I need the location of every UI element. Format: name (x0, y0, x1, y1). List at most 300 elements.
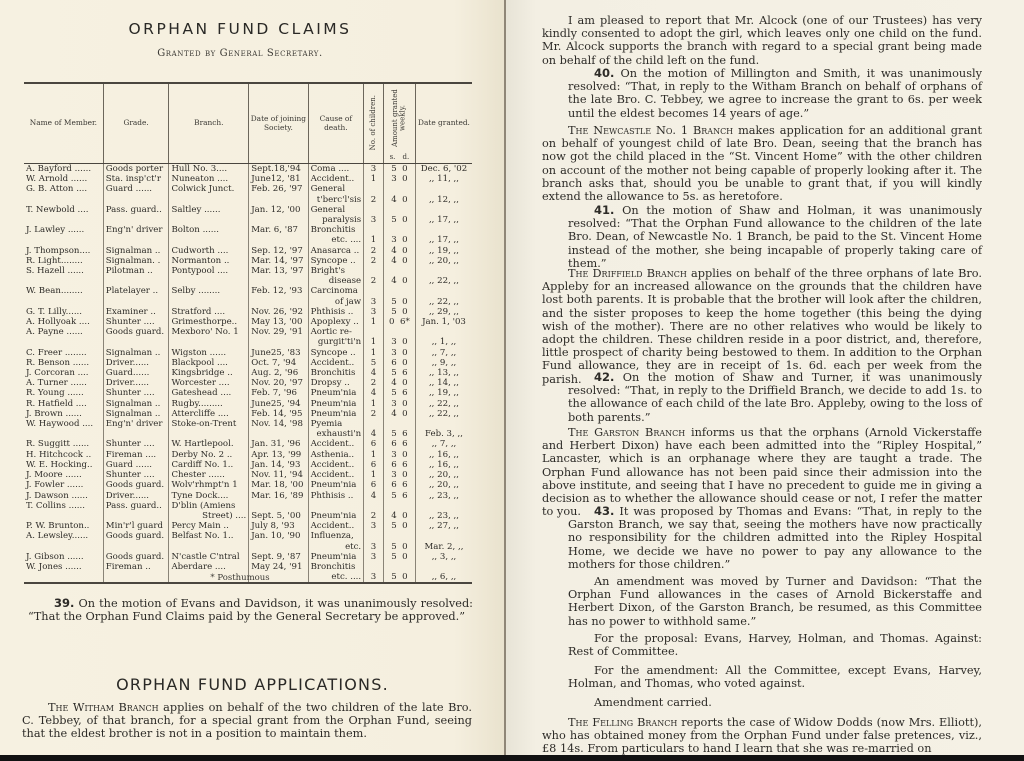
branch: Gateshead .... (169, 388, 249, 398)
cause-of-death: Apoplexy .. (308, 317, 364, 327)
cause-of-death-continued: exhausti'n (308, 429, 364, 439)
member-name: R. Light........ (24, 256, 103, 266)
cause-of-death: Influenza, (308, 531, 364, 541)
date-joined: July 8, '93 (249, 521, 308, 531)
date-joined: Sep. 12, '97 (249, 246, 308, 256)
date-joined: Mar. 6, '87 (249, 225, 308, 235)
children-count: 6 (364, 439, 384, 449)
amount-shillings: 3 (391, 347, 397, 358)
cause-of-death: Pneum'nia (308, 388, 364, 398)
branch: Derby No. 2 .. (169, 450, 249, 460)
children-count: 1 (364, 348, 384, 358)
grade: Signalman .. (103, 348, 169, 358)
amendment-paragraph: An amendment was moved by Turner and Davidson: “That the Orphan Fund allowances in the cases of Arnold Bickerstaffe and Herbert Dixon, of the Garston Branch, be resumed, as this Committee has no power to withhold same.” (568, 575, 982, 628)
amount-shillings: 5 (391, 521, 397, 532)
member-name: G. B. Atton .... (24, 184, 103, 194)
member-name: A. Lewsley...... (24, 531, 103, 541)
amount-weekly (383, 491, 415, 501)
grade: Eng'n' driver (103, 419, 169, 429)
date-granted: ,, 23, ,, (428, 490, 460, 501)
amount-pence: 0 (402, 164, 408, 174)
amount-shillings: 5 (391, 541, 397, 552)
branch: Chester ...... (169, 470, 249, 480)
date-granted: Dec. 6, '02 (420, 164, 468, 174)
right-page (505, 0, 1024, 755)
amount-shillings: 4 (391, 255, 397, 266)
table-row (24, 470, 472, 480)
member-name: W. Haywood .... (24, 419, 103, 429)
amount-weekly (383, 174, 415, 184)
grade: Signalman .. (103, 246, 169, 256)
cause-of-death: General (308, 184, 364, 194)
branch: Cardiff No. 1.. (169, 460, 249, 470)
children-count: 4 (364, 388, 384, 398)
amount-weekly (383, 521, 415, 531)
member-name: W. E. Hocking.. (24, 460, 103, 470)
table-row-continuation (24, 542, 472, 552)
children-count: 5 (364, 358, 384, 368)
grade: Shunter .... (103, 317, 169, 327)
amount-pence: 0 (402, 510, 408, 521)
children-count: 6 (364, 480, 384, 490)
table-row (24, 450, 472, 460)
amount-pence: 0 (402, 470, 408, 481)
amendment-carried: Amendment carried. (594, 696, 712, 709)
member-name: J. Lawley ...... (24, 225, 103, 235)
branch: N'castle C'ntral (169, 552, 249, 562)
date-joined: May 24, '91 (249, 562, 308, 572)
amount-shillings: 3 (391, 235, 397, 246)
amount-shillings: 5 (391, 388, 397, 399)
amount-weekly (383, 542, 415, 552)
cause-of-death: Carcinoma (308, 286, 364, 296)
date-granted: ,, 17, ,, (428, 215, 460, 226)
amount-pence: 0 (402, 306, 408, 317)
cause-of-death-continued: of jaw (308, 297, 364, 307)
children-count: 2 (364, 246, 384, 256)
table-row (24, 317, 472, 327)
book-gutter (504, 0, 506, 755)
amount-weekly (383, 378, 415, 388)
cause-of-death: Accident.. (308, 439, 364, 449)
amount-weekly (383, 215, 415, 225)
amount-weekly (383, 399, 415, 409)
amount-shillings: 3 (391, 337, 397, 348)
amount-weekly (383, 552, 415, 562)
date-joined: Sept. 9, '87 (249, 552, 308, 562)
member-name: J. Fowler ...... (24, 480, 103, 490)
amount-weekly (383, 439, 415, 449)
date-joined: Nov. 14, '98 (249, 419, 308, 429)
col-name: Name of Member. (24, 83, 103, 164)
cause-of-death: General (308, 205, 364, 215)
branch: Hull No. 3.... (169, 164, 249, 175)
grade: Goods guard. (103, 327, 169, 337)
grade: Shunter .... (103, 388, 169, 398)
date-granted: ,, 9, ,, (431, 357, 457, 368)
member-name: R. Benson ...... (24, 358, 103, 368)
member-name: J. Gibson ...... (24, 552, 103, 562)
grade: Platelayer .. (103, 286, 169, 296)
left-page (0, 0, 505, 755)
amount-pence: 0 (402, 347, 408, 358)
table-row (24, 307, 472, 317)
driffield-branch-paragraph: The Driffield Branch applies on behalf of the three orphans of late Bro. Appleby for an increased allowance on the grounds that the children have lost both parents. It is probable that the brother will look after the children, and the sister proposes to keep the home together (this being the dying wish of the mother). There are no other relatives who would be likely to adopt the children. These children reside in a poor district, and, therefore, little prospect of charity being bestowed to them. In addition to the Orphan Fund allowance, they are in receipt of 1s. 6d. each per week from the parish. (542, 267, 983, 386)
resolution-42: 42. On the motion of Shaw and Turner, it was unanimously resolved: “That, in reply to the Driffield Branch, we decide to add 1s. to the allowance of each child of the late Bro. Appleby, owing to the loss of both parents.” (568, 370, 982, 424)
date-joined: June25, '83 (249, 348, 308, 358)
amount-weekly (383, 256, 415, 266)
cause-of-death: Pneum'nia (308, 480, 364, 490)
table-row-continuation (24, 511, 472, 521)
table-row (24, 164, 472, 175)
children-count: 2 (364, 409, 384, 419)
member-name: C. Freer ........ (24, 348, 103, 358)
cause-of-death-continued: etc. .... (308, 235, 364, 245)
amount-pence: 0 (402, 235, 408, 246)
date-joined: June12, '81 (249, 174, 308, 184)
table-row (24, 460, 472, 470)
branch: Worcester .... (169, 378, 249, 388)
amount-shillings: 4 (391, 378, 397, 389)
date-granted: ,, 22, ,, (428, 398, 460, 409)
resolution-40: 40. On the motion of Millington and Smith, it was unanimously resolved: “That, in reply to the Witham Branch on behalf of orphans of the late Bro. C. Tebbey, we agree to increase the grant to 6s. per week until the eldest becomes 14 years of age.” (568, 66, 982, 120)
felling-branch-paragraph: The Felling Branch reports the case of Widow Dodds (now Mrs. Elliott), who has obtained money from the Orphan Fund under false pretences, viz., £8 14s. From particulars to hand I learn that she was re-married on (542, 716, 982, 756)
date-granted: ,, 19, ,, (428, 245, 460, 256)
grade: Guard...... (103, 368, 169, 378)
branch: Pontypool .... (169, 266, 249, 276)
amount-shillings: 5 (391, 572, 397, 583)
branch: Colwick Junct. (169, 184, 249, 194)
amount-pence: 0 (402, 215, 408, 226)
garston-branch-paragraph: The Garston Branch informs us that the orphans (Arnold Vickerstaffe and Herbert Dixon) have each been admitted into the “Ripley Hospital,” Lancaster, which is an orphanage where they are taught a trade. The Orphan Fund allowance has not been paid since their admission into the above institute, and seeing that I have no precedent to guide me in giving a decision as to whether the allowance should cease or not, I refer the matter to you. (542, 426, 982, 519)
date-granted: ,, 22, ,, (428, 276, 460, 287)
cause-of-death: Asthenia.. (308, 450, 364, 460)
branch: Wolv'rhmpt'n 1 (169, 480, 249, 490)
date-granted: ,, 22, ,, (428, 408, 460, 419)
table-row-continuation (24, 276, 472, 286)
cause-of-death-continued: etc. .... (308, 572, 364, 583)
date-granted: ,, 3, ,, (431, 551, 457, 562)
cause-of-death: Pneum'nia (308, 399, 364, 409)
branch: Saltley ...... (169, 205, 249, 215)
grade: Shunter .... (103, 470, 169, 480)
date-granted: ,, 14, ,, (428, 378, 460, 389)
page-title: ORPHAN FUND CLAIMS (128, 20, 352, 38)
grade: Pass. guard.. (103, 501, 169, 511)
col-grade: Grade. (103, 83, 169, 164)
table-row (24, 531, 472, 541)
col-joined: Date of joining Society. (249, 83, 308, 164)
cause-of-death: Pneum'nia (308, 552, 364, 562)
date-granted: ,, 16, ,, (428, 449, 460, 460)
amount-shillings: 4 (391, 510, 397, 521)
amount-weekly (383, 409, 415, 419)
member-name: R. Young ...... (24, 388, 103, 398)
date-joined: June25, '94 (249, 399, 308, 409)
date-granted: ,, 7, ,, (431, 347, 457, 358)
grade: Goods guard. (103, 480, 169, 490)
date-joined: Jan. 31, '96 (249, 439, 308, 449)
grade: Signalman .. (103, 399, 169, 409)
cause-of-death-continued: gurgit'ti'n (308, 337, 364, 347)
date-joined: Nov. 29, '91 (249, 327, 308, 337)
cause-of-death: Pneum'nia (308, 409, 364, 419)
amount-pence: 0 (402, 521, 408, 532)
date-granted: ,, 11, ,, (428, 174, 460, 185)
table-row-continuation (24, 429, 472, 439)
cause-of-death: Accident.. (308, 521, 364, 531)
cause-of-death: Dropsy .. (308, 378, 364, 388)
for-amendment-paragraph: For the amendment: All the Committee, except Evans, Harvey, Holman, and Thomas, who voted against. (568, 664, 982, 691)
cause-of-death-continued: paralysis (308, 215, 364, 225)
date-granted: ,, 19, ,, (428, 388, 460, 399)
date-joined: Nov. 11, '94 (249, 470, 308, 480)
grade: Examiner .. (103, 307, 169, 317)
grade: Signalman. . (103, 256, 169, 266)
children-count: 3 (364, 307, 384, 317)
table-row (24, 225, 472, 235)
applications-heading: ORPHAN FUND APPLICATIONS. (116, 675, 389, 694)
member-name: J. Corcoran .... (24, 368, 103, 378)
table-row (24, 409, 472, 419)
amount-pence: 6 (402, 439, 408, 450)
date-joined: Mar. 13, '97 (249, 266, 308, 276)
date-granted: ,, 20, ,, (428, 255, 460, 266)
amount-shillings: 3 (391, 398, 397, 409)
amount-pence: 0 (402, 449, 408, 460)
grade: Pilotman .. (103, 266, 169, 276)
resolution-43: 43. It was proposed by Thomas and Evans: “That, in reply to the Garston Branch, we say that, seeing the mothers have now practically no responsibility for the children admitted into the Ripley Hospital Home, we decide we have no power to pay any allowance to the mothers for those children.” (568, 504, 982, 571)
col-children: No. of children. (364, 83, 384, 164)
table-row (24, 348, 472, 358)
children-count: 1 (364, 337, 384, 347)
cause-of-death-continued: disease (308, 276, 364, 286)
cause-of-death: Coma .... (308, 164, 364, 175)
table-row (24, 358, 472, 368)
children-count: 4 (364, 429, 384, 439)
date-granted: ,, 7, ,, (431, 439, 457, 450)
table-row-continuation (24, 215, 472, 225)
member-name: W. Bean........ (24, 286, 103, 296)
cause-of-death: Bronchitis (308, 562, 364, 572)
col-cause: Cause of death. (308, 83, 364, 164)
amount-shillings: 6 (391, 357, 397, 368)
table-row (24, 388, 472, 398)
amount-weekly (383, 429, 415, 439)
date-granted: ,, 6, ,, (415, 572, 472, 583)
branch: Percy Main .. (169, 521, 249, 531)
member-name: W. Arnold ...... (24, 174, 103, 184)
date-joined: Jan. 14, '93 (249, 460, 308, 470)
grade: Driver...... (103, 491, 169, 501)
grade: Guard ...... (103, 460, 169, 470)
amount-pence: 0 (402, 551, 408, 562)
date-granted: ,, 23, ,, (428, 510, 460, 521)
table-row (24, 286, 472, 296)
member-name: T. Newbold .... (24, 205, 103, 215)
amount-shillings: 5 (391, 368, 397, 379)
date-granted: ,, 12, ,, (428, 194, 460, 205)
children-count: 1 (364, 399, 384, 409)
amount-weekly (383, 348, 415, 358)
amount-pence: 6* (399, 317, 410, 328)
table-row-continuation (24, 297, 472, 307)
date-joined: Oct. 7, '94 (249, 358, 308, 368)
table-row-continuation (24, 337, 472, 347)
member-name: J. Thompson.... (24, 246, 103, 256)
member-name: A. Payne ...... (24, 327, 103, 337)
date-granted: ,, 27, ,, (428, 521, 460, 532)
branch: Selby ........ (169, 286, 249, 296)
amount-weekly (383, 358, 415, 368)
member-name: J. Brown ...... (24, 409, 103, 419)
date-joined: Nov. 20, '97 (249, 378, 308, 388)
amount-shillings: 3 (391, 449, 397, 460)
branch: Normanton .. (169, 256, 249, 266)
children-count: 4 (364, 491, 384, 501)
cause-of-death: Aortic re- (308, 327, 364, 337)
amount-pence: 0 (402, 357, 408, 368)
amount-weekly (383, 297, 415, 307)
children-count: 1 (364, 235, 384, 245)
amount-shillings: 4 (391, 276, 397, 287)
date-granted: Feb. 3, ,, (425, 429, 463, 440)
amount-pence: 0 (402, 572, 408, 583)
member-name: R. Suggitt ...... (24, 439, 103, 449)
newcastle-branch-paragraph: The Newcastle No. 1 Branch makes application for an additional grant on behalf of youngest child of late Bro. Dean, seeing that the branch has now got the child placed in the “St. Vincent Home” with the other children on account of the mother not being capable of properly looking after it. The branch asks that, should you be unable to grant that, if you will kindly extend the allowance to 5s. as heretofore. (542, 124, 982, 204)
date-joined: Feb. 12, '93 (249, 286, 308, 296)
col-branch: Branch. (169, 83, 249, 164)
member-name: S. Hazell ...... (24, 266, 103, 276)
resolution-39: 39. On the motion of Evans and Davidson, it was unanimously resolved: “That the Orphan Fund Claims paid by the General Secretary be approved.” (28, 596, 473, 624)
cause-of-death: Bronchitis (308, 368, 364, 378)
children-count: 2 (364, 256, 384, 266)
amount-pence: 0 (402, 245, 408, 256)
amount-pence: 6 (402, 490, 408, 501)
cause-of-death: Syncope .. (308, 348, 364, 358)
amount-weekly (383, 511, 415, 521)
amount-pence: 0 (402, 408, 408, 419)
amount-weekly (383, 388, 415, 398)
date-granted: ,, 22, ,, (428, 296, 460, 307)
date-joined: Sept.18,'94 (249, 164, 308, 175)
table-row (24, 480, 472, 490)
amount-shillings: 4 (391, 245, 397, 256)
cause-of-death: Accident.. (308, 460, 364, 470)
member-name: R. Hatfield .... (24, 399, 103, 409)
date-granted: ,, 16, ,, (428, 459, 460, 470)
date-joined: Jan. 10, '90 (249, 531, 308, 541)
table-row (24, 378, 472, 388)
table-row (24, 205, 472, 215)
children-count: 3 (364, 572, 384, 583)
claims-table (24, 82, 472, 584)
grade: Fireman .. (103, 562, 169, 572)
grade: Driver...... (103, 378, 169, 388)
amount-shillings: 5 (391, 551, 397, 562)
table-row (24, 256, 472, 266)
amount-shillings: 3 (391, 174, 397, 185)
table-header-row (24, 83, 472, 164)
table-row (24, 368, 472, 378)
amount-weekly (383, 470, 415, 480)
cause-of-death: Pyemia (308, 419, 364, 429)
grade: Goods porter (103, 164, 169, 175)
branch: Grimesthorpe.. (169, 317, 249, 327)
member-name: P. W. Brunton.. (24, 521, 103, 531)
table-row (24, 491, 472, 501)
date-joined: Jan. 12, '00 (249, 205, 308, 215)
branch-continued: Street) .... (169, 511, 249, 521)
date-joined: May 13, '00 (249, 317, 308, 327)
cause-of-death-continued: t'berc'l'sis (308, 195, 364, 205)
member-name: H. Hitchcock .. (24, 450, 103, 460)
date-granted: Jan. 1, '03 (422, 317, 466, 328)
date-granted: ,, 17, ,, (428, 235, 460, 246)
amount-weekly (383, 450, 415, 460)
amount-shillings: 5 (391, 215, 397, 226)
amount-shillings: 3 (391, 470, 397, 481)
date-joined: Apr. 13, '99 (249, 450, 308, 460)
amount-pence: 6 (402, 368, 408, 379)
branch: W. Hartlepool. (169, 439, 249, 449)
cause-of-death-continued: etc. (308, 542, 364, 552)
amount-pence: 0 (402, 276, 408, 287)
grade: Sta. insp'ct'r (103, 174, 169, 184)
table-row (24, 552, 472, 562)
amount-pence: 0 (402, 255, 408, 266)
amount-pence: 0 (402, 378, 408, 389)
amount-pence: 0 (402, 541, 408, 552)
amount-pence: 0 (402, 398, 408, 409)
amount-pence: 6 (402, 459, 408, 470)
date-joined: Feb. 26, '97 (249, 184, 308, 194)
amount-shillings: 5 (391, 490, 397, 501)
footnote: * Posthumous (210, 573, 270, 583)
date-joined: Sept. 5, '00 (249, 511, 308, 521)
amount-pence: 0 (402, 296, 408, 307)
date-joined: Mar. 16, '89 (249, 491, 308, 501)
date-granted: ,, 20, ,, (428, 480, 460, 491)
amount-pence: 6 (402, 480, 408, 491)
cause-of-death: Bright's (308, 266, 364, 276)
cause-of-death: Accident.. (308, 174, 364, 184)
cause-of-death: Syncope .. (308, 256, 364, 266)
member-name: T. Collins ...... (24, 501, 103, 511)
amount-weekly (383, 276, 415, 286)
member-name: A. Hollyoak .... (24, 317, 103, 327)
member-name: G. T. Lilly...... (24, 307, 103, 317)
page-subtitle: Granted by General Secretary. (157, 48, 323, 59)
amount-shillings: 5 (391, 429, 397, 440)
amount-shillings: 4 (391, 408, 397, 419)
children-count: 3 (364, 297, 384, 307)
resolution-number: 39. (54, 596, 75, 610)
branch: Bolton ...... (169, 225, 249, 235)
date-joined: Nov. 26, '92 (249, 307, 308, 317)
paragraph-alcock: I am pleased to report that Mr. Alcock (one of our Trustees) has very kindly consented to adopt the girl, which leaves only one child on the fund. Mr. Alcock supports the branch with regard to a special grant being made on behalf of the child left on the fund. (542, 14, 982, 67)
children-count: 1 (364, 470, 384, 480)
table-row (24, 419, 472, 429)
table-row (24, 174, 472, 184)
cause-of-death: Phthisis .. (308, 307, 364, 317)
amount-shillings: 6 (391, 480, 397, 491)
amount-pence: 0 (402, 174, 408, 185)
amount-weekly (383, 246, 415, 256)
amount-shillings: 6 (391, 439, 397, 450)
amount-weekly (383, 307, 415, 317)
cause-of-death: Bronchitis (308, 225, 364, 235)
